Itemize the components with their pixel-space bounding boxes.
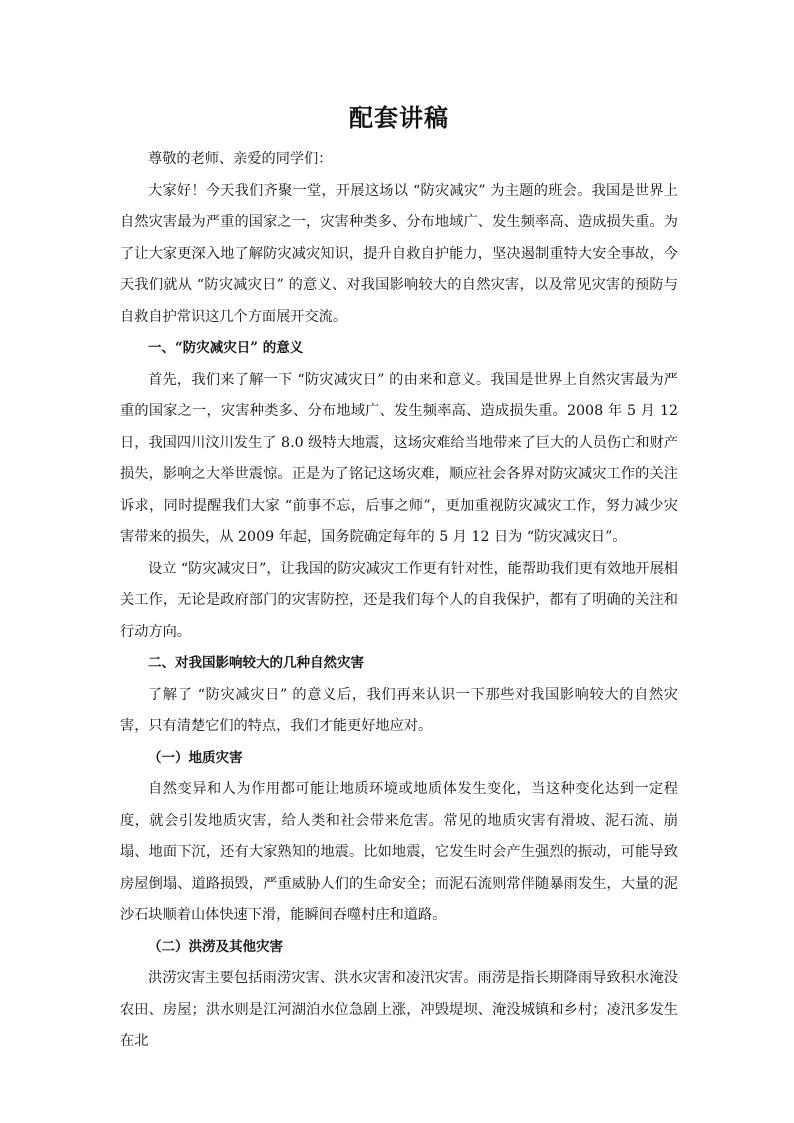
subsection-heading-geological: （一）地质灾害: [148, 749, 243, 766]
section-heading-2: 二、对我国影响较大的几种自然灾害: [148, 655, 364, 671]
paragraph-disasters-intro: 了解了 “防灾减灾日” 的意义后，我们再来认识一下那些对我国影响较大的自然灾害，只有清楚它们的特点，我们才能更好地应对。: [120, 686, 678, 734]
paragraph-origin: 首先，我们来了解一下 “防灾减灾日” 的由来和意义。我国是世界上自然灾害最为严重的国家之一，灾害种类多、分布地域广、发生频率高、造成损失重。2008 年 5 月 12 日，我国四川汶川发生了 8.0 级特大地震，这场灾难给当地带来了巨大的人员伤亡和财产损失，影响之大举世震惊。正是为了铭记这场灾难，顺应社会各界对防灾减灾工作的关注诉求，同时提醒我们大家 “前事不忘，后事之师”，更加重视防灾减灾工作，努力减少灾害带来的损失，从 2009 年起，国务院确定每年的 5 月 12 日为 “防灾减灾日”。: [120, 371, 678, 545]
paragraph-purpose: 设立 “防灾减灾日”，让我国的防灾减灾工作更有针对性，能帮助我们更有效地开展相关工作，无论是政府部门的灾害防控，还是我们每个人的自我保护，都有了明确的关注和行动方向。: [120, 560, 678, 640]
paragraph-flood: 洪涝灾害主要包括雨涝灾害、洪水灾害和凌汛灾害。雨涝是指长期降雨导致积水淹没农田、房屋；洪水则是江河湖泊水位急剧上涨，冲毁堤坝、淹没城镇和乡村；凌汛多发生在北: [120, 970, 678, 1049]
greeting: 尊敬的老师、亲爱的同学们：: [148, 151, 333, 167]
intro-paragraph: 大家好！今天我们齐聚一堂，开展这场以 “防灾减灾” 为主题的班会。我国是世界上自然灾害最为严重的国家之一，灾害种类多、分布地域广、发生频率高、造成损失重。为了让大家更深入地了解防灾减灾知识，提升自救自护能力，坚决遏制重特大安全事故，今天我们就从 “防灾减灾日” 的意义、对我国影响较大的自然灾害，以及常见灾害的预防与自救自护常识这几个方面展开交流。: [120, 182, 678, 325]
section-heading-1: 一、“防灾减灾日” 的意义: [148, 340, 304, 356]
document-title: 配套讲稿: [349, 103, 449, 132]
subsection-heading-flood: （二）洪涝及其他灾害: [148, 938, 283, 955]
paragraph-geological: 自然变异和人为作用都可能让地质环境或地质体发生变化，当这种变化达到一定程度，就会引发地质灾害，给人类和社会带来危害。常见的地质灾害有滑坡、泥石流、崩塌、地面下沉，还有大家熟知的地震。比如地震，它发生时会产生强烈的振动，可能导致房屋倒塌、道路损毁，严重威胁人们的生命安全；而泥石流则常伴随暴雨发生，大量的泥沙石块顺着山体快速下滑，能瞬间吞噬村庄和道路。: [120, 781, 678, 923]
